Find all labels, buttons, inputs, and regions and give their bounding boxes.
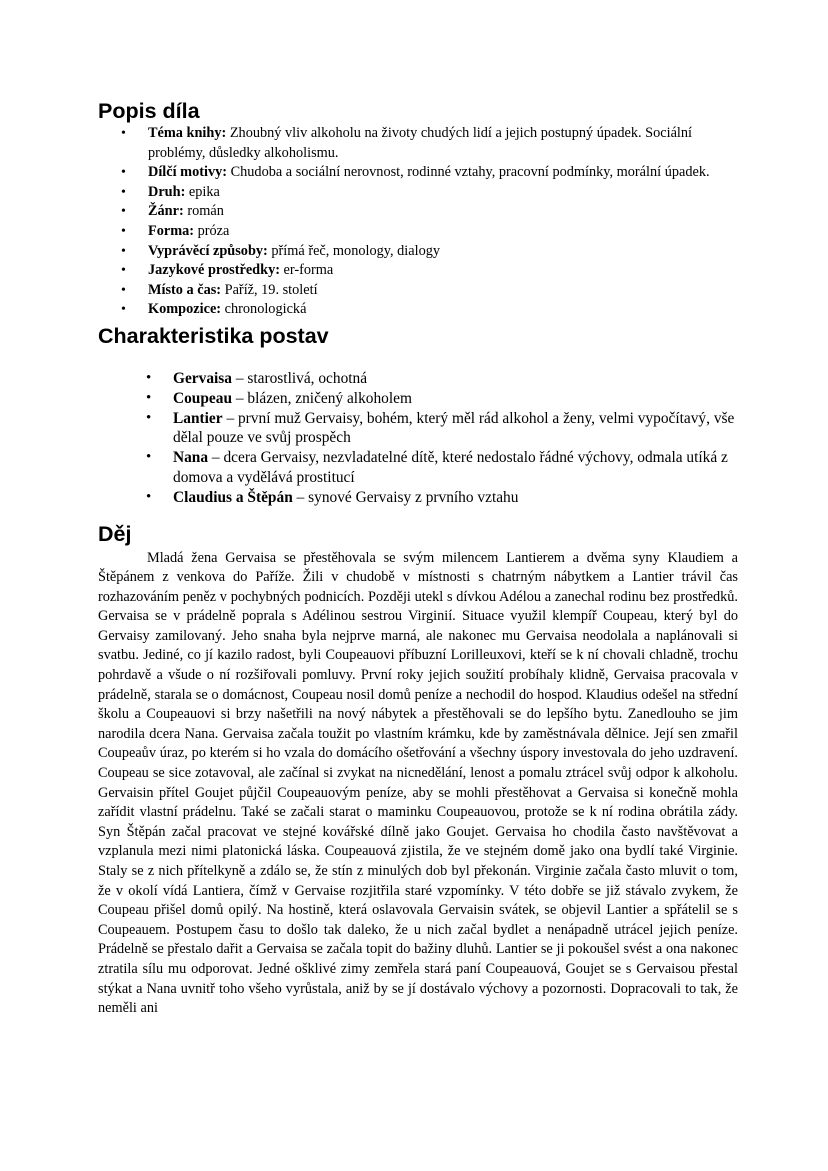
item-label: Kompozice: — [148, 301, 222, 318]
item-text: epika — [185, 183, 220, 200]
item-label: Místo a čas: — [148, 281, 222, 298]
item-text: – synové Gervaisy z prvního vztahu — [292, 488, 519, 506]
item-label: Dílčí motivy: — [148, 164, 228, 181]
item-label: Vyprávěcí způsoby: — [148, 242, 268, 259]
list-item — [98, 448, 738, 488]
item-text: Paříž, 19. století — [221, 281, 318, 298]
item-text: chronologická — [221, 301, 307, 318]
item-label: Žánr: — [148, 203, 184, 220]
list-item — [98, 281, 738, 301]
item-label: Forma: — [148, 222, 195, 239]
list-item — [98, 261, 738, 281]
item-label: Claudius a Štěpán — [173, 488, 293, 506]
list-item — [98, 183, 738, 203]
item-text: – starostlivá, ochotná — [232, 369, 368, 387]
list-item — [98, 202, 738, 222]
list-item — [98, 300, 738, 320]
list-item — [98, 222, 738, 242]
item-text: – první muž Gervaisy, bohém, který měl rád alkohol a ženy, velmi vypočítavý, vše dělal pouze ve svůj prospěch — [173, 409, 735, 447]
item-label: Lantier — [173, 409, 223, 427]
list-item — [98, 163, 738, 183]
item-label: Coupeau — [173, 389, 233, 407]
dej-paragraph: Mladá žena Gervaisa se přestěhovala se svým milencem Lantierem a dvěma syny Klaudiem a Štěpánem z venkova do Paříže. Žili v chudobě v místnosti s chatrným nábytkem a Lantier trávil čas rozhazováním peněz v pochybných podnicích. Později utekl s dívkou Adélou a zanechal rodinu bez prostředků. Gervaisa se v prádelně poprala s Adélinou sestrou Virginií. Situace využil klempíř Coupeau, který byl do Gervaisy zamilovaný. Jeho snaha byla nejprve marná, ale nakonec mu Gervaisa neodolala a naplánovali si svatbu. Jediné, co jí kazilo radost, byli Coupeauovi příbuzní Lorilleuxovi, kteří se k ní chovali chladně, trochu pohrdavě a všude o ní rozšiřovali pomluvy. První roky jejich soužití probíhaly klidně, Gervaisa pracovala v prádelně, starala se o domácnost, Coupeau nosil domů peníze a nechodil do hospod. Klaudius odešel na střední školu a Coupeauovi si brzy našetřili na nový nábytek a přestěhovali se do lepšího bytu. Zanedlouho se jim narodila dcera Nana. Gervaisa začala toužit po vlastním krámku, kde by zaměstnávala dělnice. Její sen zmařil Coupeaův úraz, po kterém si ho vzala do domácího ošetřování a všechny úspory investovala do jeho uzdravení. Coupeau se sice zotavoval, ale začínal si zvykat na nicnedělání, lenost a pomalu ztrácel svůj odpor k alkoholu. Gervaisin přítel Goujet půjčil Coupeauovým peníze, aby se mohli přestěhovat a Gervaisa si konečně mohla zařídit vlastní prádelnu. Také se začali starat o maminku Coupeauovou, protože se k ní rodina obrátila zády. Syn Štěpán začal pracovat ve stejné kovářské dílně jako Goujet. Gervaisa ho chodila často navštěvovat a vzplanula mezi nimi platonická láska. Coupeauová zjistila, že ve stejném domě jako ona bydlí také Virginie. Staly se z nich přítelkyně a zdálo se, že stín z minulých dob byl překonán. Virginie začala často mluvit o tom, že v okolí vídá Lantiera, čímž v Gervaise rozjitřila staré vzpomínky. V této dobře se již stávalo zvykem, že Coupeau přišel domů opilý. Na hostině, která oslavovala Gervaisin svátek, se objevil Lantier a spřátelil se s Coupeauem. Postupem času to došlo tak daleko, že u nich začal bydlet a nenápadně utrácel jejich peníze. Prádelně se přestalo dařit a Gervaisa se začala topit do bažiny dluhů. Lantier se ji pokoušel svést a ona nakonec ztratila sílu mu odporovat. Jedné ošklivé zimy zemřela stará paní Coupeauová, Goujet se s Gervaisou přestal stýkat a Nana uvnitř toho všeho vyrůstala, aniž by se jí dostávalo výchovy a pozornosti. Dopracovali to tak, že neměli ani — [98, 549, 738, 1017]
item-text: – blázen, zničený alkoholem — [232, 389, 412, 407]
item-text: Chudoba a sociální nerovnost, rodinné vztahy, pracovní podmínky, morální úpadek. — [227, 164, 710, 181]
item-text: přímá řeč, monology, dialogy — [267, 242, 441, 259]
heading-popis-dila: Popis díla — [98, 99, 200, 123]
list-item — [98, 409, 738, 449]
list-item — [98, 389, 738, 409]
list-item — [98, 124, 738, 163]
document-page — [98, 98, 738, 1019]
item-text: er-forma — [279, 262, 334, 279]
list-item — [98, 369, 738, 389]
list-item — [98, 242, 738, 262]
item-label: Druh: — [148, 183, 186, 200]
popis-list — [98, 124, 738, 320]
postavy-list — [98, 369, 738, 508]
item-label: Nana — [173, 449, 209, 467]
item-text: – dcera Gervaisy, nezvladatelné dítě, které nedostalo řádné výchovy, odmala utíká z domova a vydělává prostitucí — [173, 449, 728, 486]
item-text: próza — [194, 222, 230, 239]
list-item — [98, 488, 738, 508]
heading-dej: Děj — [98, 521, 132, 546]
item-label: Téma knihy: — [148, 125, 227, 141]
item-text: Zhoubný vliv alkoholu na životy chudých lidí a jejich postupný úpadek. Sociální problémy, důsledky alkoholismu. — [148, 125, 693, 161]
item-text: román — [183, 203, 224, 220]
item-label: Jazykové prostředky: — [148, 262, 280, 279]
heading-charakteristika-postav: Charakteristika postav — [98, 323, 329, 348]
item-label: Gervaisa — [173, 369, 232, 387]
